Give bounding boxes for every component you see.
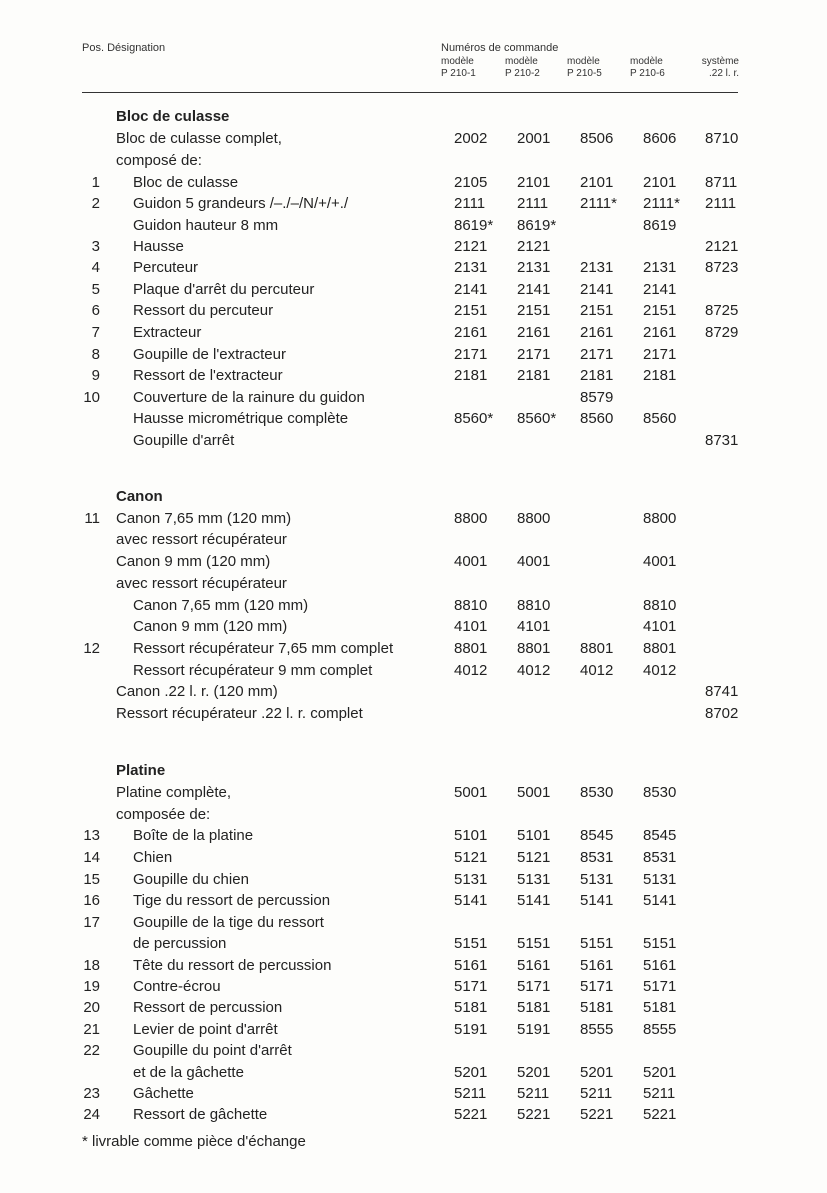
designation: Goupille de la tige du ressort — [133, 914, 324, 931]
table-row — [0, 529, 827, 551]
order-number-cell: 4101 — [517, 618, 551, 635]
order-number-cell: 5151 — [454, 935, 488, 952]
order-number-cell: 8530 — [643, 784, 677, 801]
designation: Extracteur — [133, 324, 202, 341]
table-row — [0, 1083, 827, 1105]
order-number-cell: 5121 — [454, 849, 488, 866]
designation: Goupille du point d'arrêt — [133, 1042, 292, 1059]
order-number-cell: 8530 — [580, 784, 614, 801]
order-number-cell: 4101 — [454, 618, 488, 635]
table-row — [0, 1040, 827, 1062]
designation: de percussion — [133, 935, 227, 952]
footnote: * livrable comme pièce d'échange — [82, 1133, 306, 1150]
designation: Platine complète, — [116, 784, 232, 801]
order-number-cell: 2151 — [580, 302, 614, 319]
order-number-cell: 8579 — [580, 389, 614, 406]
order-number-cell: 2171 — [580, 346, 614, 363]
table-row — [0, 1062, 827, 1084]
designation: Ressort récupérateur 7,65 mm complet — [133, 640, 394, 657]
column-header-p210-6: modèle P 210-6 — [630, 56, 665, 79]
order-number-cell: 5181 — [517, 999, 551, 1016]
designation: Boîte de la platine — [133, 827, 254, 844]
position-number: 3 — [91, 238, 100, 255]
order-number-cell: 2181 — [643, 367, 677, 384]
order-number-cell: 2111 — [517, 195, 549, 212]
order-number-cell: 2002 — [454, 130, 488, 147]
order-number-cell: 8560* — [517, 410, 557, 427]
order-number-cell: 5201 — [580, 1064, 614, 1081]
table-row — [0, 344, 827, 366]
order-number-cell: 4001 — [454, 553, 488, 570]
position-number: 22 — [83, 1042, 100, 1059]
position-number: 13 — [83, 827, 100, 844]
designation: Bloc de culasse — [133, 174, 239, 191]
position-number: 17 — [83, 914, 100, 931]
section-heading-row — [0, 106, 827, 128]
order-number-cell: 5211 — [517, 1085, 550, 1102]
order-number-cell: 4012 — [580, 662, 614, 679]
designation: avec ressort récupérateur — [116, 575, 287, 592]
position-number: 12 — [83, 640, 100, 657]
position-number: 18 — [83, 957, 100, 974]
order-number-cell: 2161 — [643, 324, 677, 341]
order-number-cell: 8800 — [454, 510, 488, 527]
designation: Ressort de percussion — [133, 999, 283, 1016]
table-row — [0, 322, 827, 344]
order-number-cell: 5141 — [454, 892, 488, 909]
order-number-cell: 5161 — [643, 957, 677, 974]
position-number: 11 — [84, 510, 100, 527]
order-number-cell: 8702 — [705, 705, 739, 722]
position-number: 8 — [91, 346, 100, 363]
order-number-cell: 2105 — [454, 174, 488, 191]
table-row — [0, 408, 827, 430]
order-number-cell: 5161 — [517, 957, 551, 974]
designation: Guidon hauteur 8 mm — [133, 217, 279, 234]
order-number-cell: 8810 — [517, 597, 551, 614]
order-number-cell: 8560 — [643, 410, 677, 427]
order-number-cell: 2111 — [454, 195, 486, 212]
order-number-cell: 2171 — [643, 346, 677, 363]
position-number: 6 — [91, 302, 100, 319]
order-number-cell: 8801 — [643, 640, 677, 657]
order-number-cell: 5211 — [643, 1085, 676, 1102]
order-number-cell: 5131 — [517, 871, 551, 888]
order-number-cell: 8723 — [705, 259, 739, 276]
order-number-cell: 2141 — [454, 281, 488, 298]
order-number-cell: 8729 — [705, 324, 739, 341]
designation: Goupille du chien — [133, 871, 249, 888]
table-row — [0, 847, 827, 869]
order-number-cell: 5001 — [454, 784, 488, 801]
designation: Canon 7,65 mm (120 mm) — [116, 510, 292, 527]
order-number-cell: 5221 — [580, 1106, 614, 1123]
table-row — [0, 365, 827, 387]
table-row — [0, 1104, 827, 1126]
order-number-cell: 2131 — [517, 259, 551, 276]
table-row — [0, 595, 827, 617]
order-number-cell: 5201 — [643, 1064, 677, 1081]
order-number-cell: 8810 — [643, 597, 677, 614]
column-header-p210-1: modèle P 210-1 — [441, 56, 476, 79]
pos-designation-header: Pos. Désignation — [82, 42, 166, 54]
table-row — [0, 912, 827, 934]
order-number-cell: 4012 — [517, 662, 551, 679]
order-number-cell: 8560 — [580, 410, 614, 427]
position-number: 24 — [83, 1106, 100, 1123]
order-number-cell: 4012 — [643, 662, 677, 679]
order-number-cell: 5211 — [580, 1085, 613, 1102]
designation: Ressort récupérateur 9 mm complet — [133, 662, 373, 679]
table-row — [0, 825, 827, 847]
order-number-cell: 5101 — [517, 827, 551, 844]
order-number-cell: 2131 — [580, 259, 614, 276]
table-row — [0, 976, 827, 998]
position-number: 2 — [91, 195, 100, 212]
section-title: Platine — [116, 762, 166, 779]
order-number-cell: 8801 — [517, 640, 551, 657]
designation: Ressort de l'extracteur — [133, 367, 283, 384]
designation: Chien — [133, 849, 173, 866]
order-number-cell: 5141 — [517, 892, 551, 909]
designation: Canon 7,65 mm (120 mm) — [133, 597, 309, 614]
order-number-cell: 8545 — [580, 827, 614, 844]
order-number-cell: 8801 — [580, 640, 614, 657]
designation: Canon .22 l. r. (120 mm) — [116, 683, 278, 700]
table-row — [0, 660, 827, 682]
order-number-cell: 4001 — [517, 553, 551, 570]
order-number-cell: 8619 — [643, 217, 677, 234]
table-row — [0, 638, 827, 660]
order-number-cell: 8800 — [643, 510, 677, 527]
order-number-cell: 8619* — [517, 217, 557, 234]
table-row — [0, 573, 827, 595]
designation: Canon 9 mm (120 mm) — [116, 553, 271, 570]
section-title: Bloc de culasse — [116, 108, 230, 125]
table-row — [0, 236, 827, 258]
order-number-cell: 8800 — [517, 510, 551, 527]
order-number-cell: 2001 — [517, 130, 551, 147]
order-number-cell: 4012 — [454, 662, 488, 679]
table-row — [0, 955, 827, 977]
position-number: 7 — [91, 324, 100, 341]
order-number-cell: 5211 — [454, 1085, 487, 1102]
order-number-cell: 2151 — [517, 302, 551, 319]
order-number-cell: 5221 — [517, 1106, 551, 1123]
order-number-cell: 5181 — [580, 999, 614, 1016]
designation: Hausse — [133, 238, 184, 255]
order-number-cell: 5171 — [454, 978, 488, 995]
column-header-22lr: système .22 l. r. — [701, 56, 739, 79]
order-number-cell: 2181 — [454, 367, 488, 384]
designation: Bloc de culasse complet, — [116, 130, 282, 147]
position-number: 21 — [83, 1021, 100, 1038]
order-number-cell: 8725 — [705, 302, 739, 319]
order-number-cell: 8560* — [454, 410, 494, 427]
position-number: 16 — [83, 892, 100, 909]
order-number-cell: 5181 — [454, 999, 488, 1016]
order-number-cell: 5001 — [517, 784, 551, 801]
position-number: 1 — [91, 174, 100, 191]
order-number-cell: 8531 — [580, 849, 614, 866]
table-row — [0, 890, 827, 912]
order-number-cell: 2101 — [517, 174, 551, 191]
designation: Levier de point d'arrêt — [133, 1021, 278, 1038]
section-title: Canon — [116, 488, 163, 505]
table-row — [0, 782, 827, 804]
order-number-cell: 2171 — [454, 346, 488, 363]
order-number-cell: 5191 — [454, 1021, 488, 1038]
table-row — [0, 430, 827, 452]
order-number-cell: 8711 — [705, 174, 738, 191]
designation: Goupille de l'extracteur — [133, 346, 286, 363]
table-row — [0, 508, 827, 530]
order-number-cell: 5131 — [643, 871, 677, 888]
order-number-cell: 5171 — [580, 978, 614, 995]
position-number: 15 — [83, 871, 100, 888]
designation: Canon 9 mm (120 mm) — [133, 618, 288, 635]
order-number-cell: 5131 — [580, 871, 614, 888]
table-row — [0, 279, 827, 301]
designation: Ressort récupérateur .22 l. r. complet — [116, 705, 363, 722]
order-number-cell: 8741 — [705, 683, 739, 700]
designation: Plaque d'arrêt du percuteur — [133, 281, 315, 298]
position-number: 5 — [91, 281, 100, 298]
order-number-cell: 5221 — [454, 1106, 488, 1123]
header-divider — [82, 92, 738, 93]
order-number-cell: 2111* — [643, 195, 680, 212]
order-number-cell: 2111* — [580, 195, 617, 212]
position-number: 9 — [91, 367, 100, 384]
table-row — [0, 193, 827, 215]
order-number-cell: 4101 — [643, 618, 677, 635]
table-row — [0, 300, 827, 322]
order-number-cell: 8801 — [454, 640, 488, 657]
order-number-cell: 2111 — [705, 195, 737, 212]
order-number-cell: 2141 — [580, 281, 614, 298]
order-number-cell: 5101 — [454, 827, 488, 844]
table-row — [0, 215, 827, 237]
order-number-cell: 2131 — [454, 259, 488, 276]
order-number-cell: 5221 — [643, 1106, 677, 1123]
section-heading-row — [0, 486, 827, 508]
table-row — [0, 869, 827, 891]
position-number: 19 — [83, 978, 100, 995]
order-number-cell: 5151 — [643, 935, 677, 952]
table-row — [0, 1019, 827, 1041]
table-row — [0, 551, 827, 573]
table-row — [0, 933, 827, 955]
order-number-cell: 2101 — [643, 174, 677, 191]
order-numbers-header: Numéros de commande — [441, 42, 559, 54]
order-number-cell: 2121 — [705, 238, 739, 255]
order-number-cell: 5181 — [643, 999, 677, 1016]
position-number: 23 — [83, 1085, 100, 1102]
position-number: 4 — [91, 259, 100, 276]
order-number-cell: 8531 — [643, 849, 677, 866]
designation: Contre-écrou — [133, 978, 221, 995]
order-number-cell: 2161 — [454, 324, 488, 341]
order-number-cell: 8619* — [454, 217, 494, 234]
designation: Goupille d'arrêt — [133, 432, 235, 449]
designation: avec ressort récupérateur — [116, 531, 287, 548]
designation: Tête du ressort de percussion — [133, 957, 332, 974]
order-number-cell: 5201 — [454, 1064, 488, 1081]
designation: Percuteur — [133, 259, 199, 276]
order-number-cell: 8710 — [705, 130, 739, 147]
section-heading-row — [0, 760, 827, 782]
order-number-cell: 5191 — [517, 1021, 551, 1038]
order-number-cell: 5161 — [454, 957, 488, 974]
order-number-cell: 2121 — [454, 238, 488, 255]
column-header-p210-5: modèle P 210-5 — [567, 56, 602, 79]
order-number-cell: 2121 — [517, 238, 551, 255]
table-row — [0, 681, 827, 703]
designation: composée de: — [116, 806, 211, 823]
column-header-p210-2: modèle P 210-2 — [505, 56, 540, 79]
order-number-cell: 2181 — [580, 367, 614, 384]
table-row — [0, 150, 827, 172]
designation: Hausse micrométrique complète — [133, 410, 349, 427]
designation: Gâchette — [133, 1085, 194, 1102]
order-number-cell: 5141 — [580, 892, 614, 909]
order-number-cell: 8545 — [643, 827, 677, 844]
order-number-cell: 5171 — [643, 978, 677, 995]
order-number-cell: 5151 — [517, 935, 551, 952]
order-number-cell: 8606 — [643, 130, 677, 147]
table-row — [0, 804, 827, 826]
order-number-cell: 5171 — [517, 978, 551, 995]
order-number-cell: 8555 — [580, 1021, 614, 1038]
order-number-cell: 8731 — [705, 432, 739, 449]
order-number-cell: 2161 — [517, 324, 551, 341]
designation: Guidon 5 grandeurs /–./–/N/+/+./ — [133, 195, 349, 212]
table-row — [0, 703, 827, 725]
designation: et de la gâchette — [133, 1064, 244, 1081]
table-row — [0, 257, 827, 279]
order-number-cell: 2151 — [454, 302, 488, 319]
order-number-cell: 8555 — [643, 1021, 677, 1038]
order-number-cell: 5201 — [517, 1064, 551, 1081]
order-number-cell: 5161 — [580, 957, 614, 974]
order-number-cell: 4001 — [643, 553, 677, 570]
table-row — [0, 128, 827, 150]
order-number-cell: 2141 — [517, 281, 551, 298]
position-number: 20 — [83, 999, 100, 1016]
order-number-cell: 5131 — [454, 871, 488, 888]
order-number-cell: 5121 — [517, 849, 551, 866]
table-row — [0, 387, 827, 409]
order-number-cell: 2171 — [517, 346, 551, 363]
position-number: 14 — [83, 849, 100, 866]
order-number-cell: 8506 — [580, 130, 614, 147]
order-number-cell: 5151 — [580, 935, 614, 952]
order-number-cell: 2181 — [517, 367, 551, 384]
order-number-cell: 2141 — [643, 281, 677, 298]
order-number-cell: 8810 — [454, 597, 488, 614]
table-row — [0, 616, 827, 638]
designation: Ressort du percuteur — [133, 302, 274, 319]
order-number-cell: 2151 — [643, 302, 677, 319]
table-row — [0, 997, 827, 1019]
position-number: 10 — [83, 389, 100, 406]
order-number-cell: 5141 — [643, 892, 677, 909]
order-number-cell: 2161 — [580, 324, 614, 341]
designation: composé de: — [116, 152, 202, 169]
designation: Tige du ressort de percussion — [133, 892, 331, 909]
designation: Ressort de gâchette — [133, 1106, 268, 1123]
designation: Couverture de la rainure du guidon — [133, 389, 365, 406]
table-row — [0, 172, 827, 194]
order-number-cell: 2101 — [580, 174, 614, 191]
order-number-cell: 2131 — [643, 259, 677, 276]
